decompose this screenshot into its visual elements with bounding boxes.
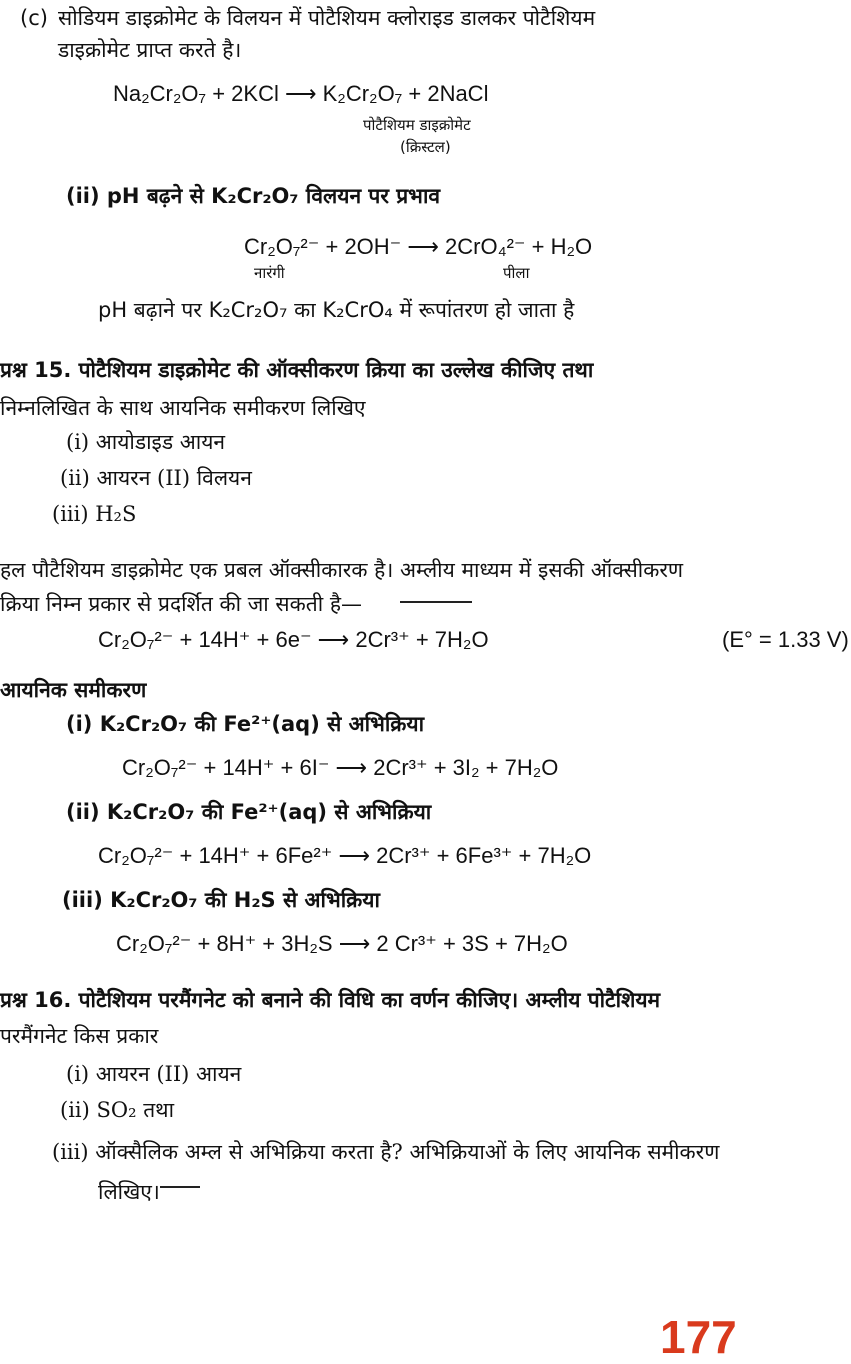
question-15-line2: निम्नलिखित के साथ आयनिक समीकरण लिखिए [0,396,366,420]
label-orange: नारंगी [254,264,285,282]
product-state: (क्रिस्टल) [400,138,451,156]
reaction-1-heading: (i) K₂Cr₂O₇ की Fe²⁺(aq) से अभिक्रिया [66,712,425,736]
reaction-1-equation: Cr₂O₇²⁻ + 14H⁺ + 6I⁻ ⟶ 2Cr³⁺ + 3I₂ + 7H₂O [122,755,559,780]
ionic-equations-heading: आयनिक समीकरण [0,678,147,702]
question-16-last: लिखिए। [98,1180,160,1204]
reaction-3-heading: (iii) K₂Cr₂O₇ की H₂S से अभिक्रिया [62,888,380,912]
ph-heading: (ii) pH बढ़ने से K₂Cr₂O₇ विलयन पर प्रभाव [66,184,441,208]
solution-line1: हल पौटैशियम डाइक्रोमेट एक प्रबल ऑक्सीकारक है। अम्लीय माध्यम में इसकी ऑक्सीकरण [0,558,684,582]
equation-oxidation: Cr₂O₇²⁻ + 14H⁺ + 6e⁻ ⟶ 2Cr³⁺ + 7H₂O [98,627,489,652]
reaction-3-equation: Cr₂O₇²⁻ + 8H⁺ + 3H₂S ⟶ 2 Cr³⁺ + 3S + 7H₂O [116,931,568,956]
question-15-item: (ii) आयरन (II) विलयन [60,466,252,490]
question-15-item: (i) आयोडाइड आयन [66,430,226,454]
product-label: पोटैशियम डाइक्रोमेट [363,116,471,134]
label-yellow: पीला [503,264,530,282]
reaction-2-heading: (ii) K₂Cr₂O₇ की Fe²⁺(aq) से अभिक्रिया [66,800,432,824]
ph-conclusion: pH बढ़ाने पर K₂Cr₂O₇ का K₂CrO₄ में रूपांतरण हो जाता है [98,298,575,322]
solution-line2: क्रिया निम्न प्रकार से प्रदर्शित की जा सकती है— [0,592,362,616]
electrode-potential: (E° = 1.33 V) [722,627,849,652]
item-c-text-line1: सोडियम डाइक्रोमेट के विलयन में पोटैशियम क्लोराइड डालकर पोटैशियम [58,6,596,30]
question-16-item: (i) आयरन (II) आयन [66,1062,242,1086]
equation-c: Na₂Cr₂O₇ + 2KCl ⟶ K₂Cr₂O₇ + 2NaCl [113,81,489,106]
question-15-item: (iii) H₂S [52,502,137,526]
rule-divider [400,601,472,603]
question-16-line1: प्रश्न 16. पोटैशियम परमैंगनेट को बनाने की विधि का वर्णन कीजिए। अम्लीय पोटैशियम [0,988,661,1012]
reaction-2-equation: Cr₂O₇²⁻ + 14H⁺ + 6Fe²⁺ ⟶ 2Cr³⁺ + 6Fe³⁺ + 7H₂O [98,843,592,868]
item-c-text-line2: डाइक्रोमेट प्राप्त करते है। [58,38,242,62]
equation-ph: Cr₂O₇²⁻ + 2OH⁻ ⟶ 2CrO₄²⁻ + H₂O [244,234,593,259]
page-number: 177 [660,1311,737,1363]
question-16-item: (ii) SO₂ तथा [60,1098,175,1122]
question-16-line2: परमैंगनेट किस प्रकार [0,1024,159,1048]
rule-divider [160,1186,200,1188]
question-15-line1: प्रश्न 15. पोटैशियम डाइक्रोमेट की ऑक्सीकरण क्रिया का उल्लेख कीजिए तथा [0,358,594,382]
item-c-marker: (c) [20,6,48,30]
question-16-item: (iii) ऑक्सैलिक अम्ल से अभिक्रिया करता है? अभिक्रियाओं के लिए आयनिक समीकरण [52,1140,720,1164]
